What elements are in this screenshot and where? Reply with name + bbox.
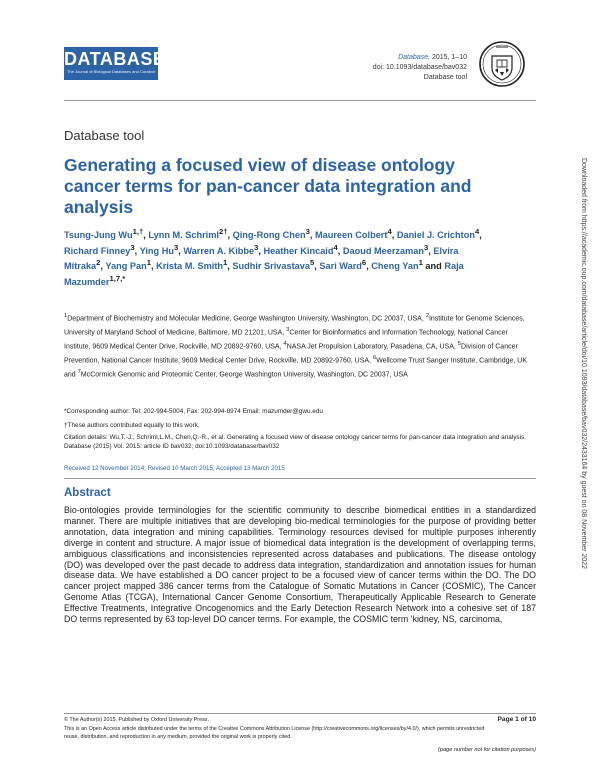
author-link[interactable]: Cheng Yan — [371, 261, 419, 272]
author-link[interactable]: Tsung-Jung Wu — [64, 230, 133, 241]
license-text: This is an Open Access article distributed under the terms of the Creative Commons Attribution License (http://creativecommons.org/licenses/by/4.0/), which permits unrestricted reuse, distribution, and reproduction in any medium, provided the original work is properly cited. — [64, 725, 485, 741]
correspondence: *Corresponding author: Tel: 202-994-5004, Fax: 202-994-8974 Email: mazumder@gwu.edu — [64, 408, 323, 415]
author-link[interactable]: Daoud Meerzaman — [342, 245, 425, 256]
footer-divider — [64, 713, 536, 714]
page-number-note: (page number not for citation purposes) — [438, 747, 536, 753]
oxford-seal-icon — [478, 38, 526, 90]
download-note — [578, 158, 588, 578]
copyright: © The Author(s) 2015. Published by Oxford University Press. — [64, 717, 209, 723]
author-link[interactable]: Heather Kincaid — [263, 245, 334, 256]
page-number: Page 1 of 10 — [497, 716, 536, 723]
affiliations: $^1$Department of Biochemistry and Molecular Medicine, George Washington University, Washington, DC 20037, USA, $^2$Institute for Genome Sciences, University of Maryland School of Medicine, Baltimore, MD 21201, USA, $^3$Center for Bioinformatics and Information Technology, National Cancer Institute, 9609 Medical Center Drive, Rockville, MD 20892-9760, USA, $^4$NASA Jet Propulsion Laboratory, Pasadena, CA, USA, $^5$Division of Cancer Prevention, National Cancer Institute, 9609 Medical Center Drive, Rockville, MD 20892-9760, USA, $^6$Wellcome Trust Sanger Institute, Cambridge, UK and $^7$McCormick Genomic and Proteomic Center, George Washington University, Washington, DC 20037, USA — [64, 313, 528, 379]
section-label: Database tool — [64, 128, 145, 143]
journal-logo — [64, 47, 166, 80]
abstract-text: Bio-ontologies provide terminologies for the scientific community to describe biomedical entities in a standardized manner. There are multiple initiatives that are developing bio-medical terminologies for the purpose of providing better annotation, data integration and mining capabilities. Terminology resources devised for multiple purposes inherently diverge in content and structure. A major issue of biomedical data integration is the development of overlapping terms, ambiguous classifications and inconsistencies represented across databases and publications. The disease ontology (DO) was developed over the past decade to address data integration, standardization and annotation issues for human disease data. We have established a DO cancer project to be a focused view of cancer terms within the DO. The DO cancer project mapped 386 cancer terms from the Catalogue of Somatic Mutations in Cancer (COSMIC), The Cancer Genome Atlas (TCGA), International Cancer Genome Consortium, Therapeutically Applicable Research to Generate Effective Treatments, Integrative Oncogenomics and the Early Detection Research Network into a cohesive set of 187 DO terms represented by 63 top-level DO cancer terms. For example, the COSMIC term ‘kidney, NS, carcinoma, — [64, 505, 536, 625]
logo-subtitle: The Journal of Biological Databases and Curation — [66, 69, 156, 74]
author-link[interactable]: Sudhir Srivastava — [232, 261, 310, 272]
author-link[interactable]: Sari Ward — [319, 261, 362, 272]
received-dates: Received 12 November 2014; Revised 10 March 2015; Accepted 13 March 2015 — [64, 465, 285, 472]
author-link[interactable]: Richard Finney — [64, 245, 131, 256]
abstract-heading: Abstract — [64, 487, 111, 499]
journal-name[interactable]: Database, — [398, 54, 430, 61]
article-title: Generating a focused view of disease ontology cancer terms for pan-cancer data integration and analysis — [64, 155, 472, 217]
author-link[interactable]: Lynn M. Schriml — [148, 230, 219, 241]
author-link[interactable]: Raja Mazumder — [64, 261, 464, 288]
download-note-text: Downloaded from https://academic.oup.com/database/article/doi/10.1093/database/bav032/2433164 by guest on 08 November 2022 — [580, 158, 587, 569]
author-link[interactable]: Qing-Rong Chen — [232, 230, 306, 241]
article-type: Database tool — [423, 74, 467, 81]
dates-divider — [64, 478, 536, 479]
author-list: Tsung-Jung $Wu^{1,\dagger}$, Lynn M. Schriml$^{2\dagger}$, Qing-Rong Chen$^3$, Maureen Colbert$^4$, Daniel J. Crichton$^4$, Richard Finney$^3$, Ying Hu$^3$, Warren A. Kibbe$^3$, Heather Kincaid$^4$, Daoud Meerzaman$^3$, Elvira Mitraka$^2$, Yang Pan$^1$, Krista M. Smith$^1$, Sudhir Srivastava$^5$, Sari Ward$^6$, Cheng Yan$^1$ and Raja Mazumder$^{1,7,*}$ — [64, 227, 482, 288]
equal-contribution: †These authors contributed equally to this work. — [64, 422, 200, 429]
author-link[interactable]: Daniel J. Crichton — [396, 230, 475, 241]
author-link[interactable]: Warren A. Kibbe — [183, 245, 255, 256]
journal-header — [373, 53, 467, 83]
header-divider — [64, 100, 536, 101]
journal-volume: 2015, 1–10 — [431, 54, 467, 61]
author-link[interactable]: Yang Pan — [105, 261, 147, 272]
citation-details: Citation details: Wu,T.-J., Schriml,L.M., Chen,Q.-R., et al. Generating a focused view of disease ontology cancer terms for pan-cancer data integration and analysis. Database (2015) Vol. 2015: article ID bav032; doi:10.1093/database/bav032 — [64, 434, 527, 450]
author-link[interactable]: Elvira Mitraka — [64, 245, 459, 272]
author-link[interactable]: Ying Hu — [139, 245, 174, 256]
logo-title: DATABASE — [64, 49, 166, 69]
author-link[interactable]: Maureen Colbert — [314, 230, 388, 241]
doi[interactable]: doi: 10.1093/database/bav032 — [372, 64, 467, 71]
footer-license — [64, 716, 536, 742]
author-link[interactable]: Krista M. Smith — [156, 261, 223, 272]
